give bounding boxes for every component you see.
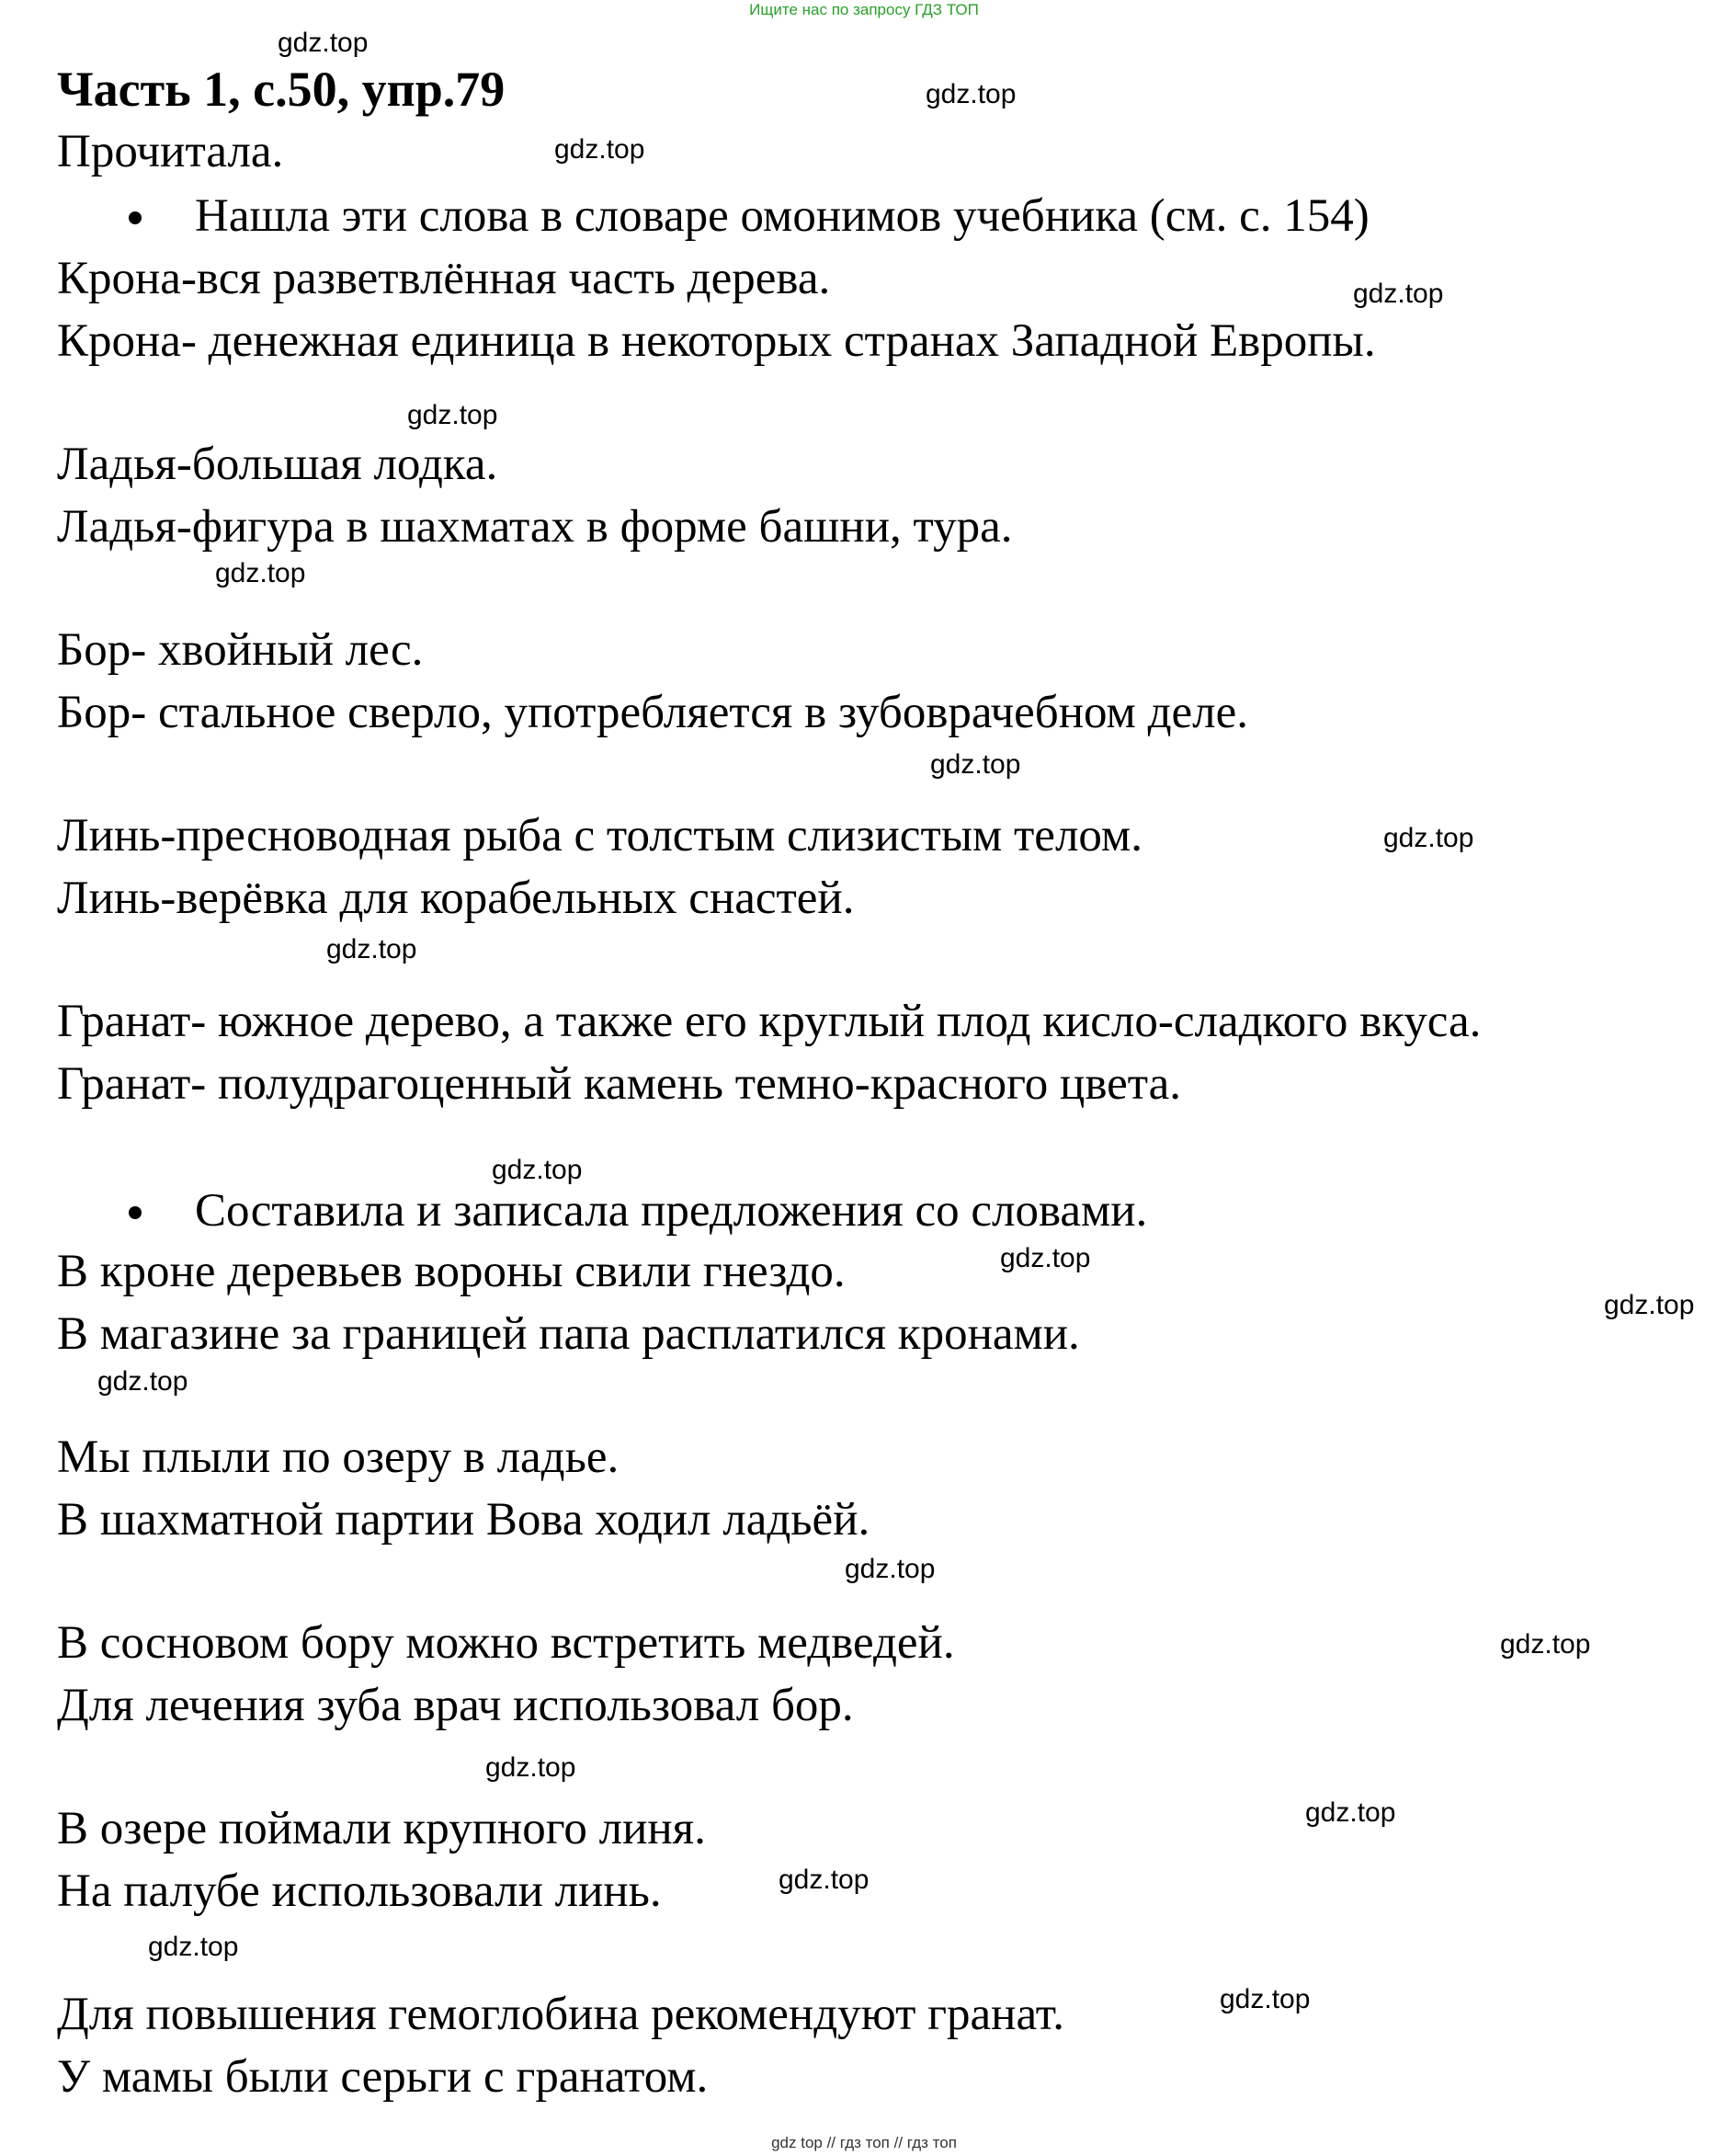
watermark: gdz.top (1604, 1290, 1695, 1320)
bullet-marker (129, 1206, 142, 1219)
definition-line: Ладья-фигура в шахматах в форме башни, тура. (57, 501, 1013, 553)
watermark: gdz.top (1000, 1243, 1091, 1273)
definition-line: Бор- стальное сверло, употребляется в зубоврачебном деле. (57, 687, 1248, 738)
watermark: gdz.top (1220, 1984, 1311, 2014)
watermark: gdz.top (1353, 279, 1444, 309)
definition-line: Бор- хвойный лес. (57, 624, 424, 676)
definition-line: Крона-вся разветвлённая часть дерева. (57, 253, 831, 304)
sentence-line: Мы плыли по озеру в ладье. (57, 1432, 620, 1483)
watermark: gdz.top (148, 1932, 239, 1962)
watermark: gdz.top (278, 28, 369, 58)
definition-line: Крона- денежная единица в некоторых странах Западной Европы. (57, 315, 1376, 367)
watermark: gdz.top (97, 1366, 188, 1397)
bullet-task-1: Нашла эти слова в словаре омонимов учебника (см. с. 154) (195, 190, 1370, 242)
page-title: Часть 1, с.50, упр.79 (57, 62, 506, 117)
definition-line: Линь-пресноводная рыба с толстым слизистым телом. (57, 810, 1143, 861)
search-hint: Ищите нас по запросу ГДЗ ТОП (749, 1, 979, 18)
watermark: gdz.top (215, 558, 306, 588)
watermark: gdz.top (1500, 1629, 1591, 1660)
sentence-line: В магазине за границей папа расплатился кронами. (57, 1308, 1080, 1360)
watermark: gdz.top (930, 749, 1021, 780)
watermark: gdz.top (407, 400, 498, 430)
footer-watermark: gdz top // гдз топ // гдз топ (771, 2134, 957, 2151)
sentence-line: У мамы были серьги с гранатом. (57, 2051, 709, 2103)
bullet-task-2: Составила и записала предложения со словами. (195, 1185, 1148, 1237)
watermark: gdz.top (845, 1554, 936, 1584)
watermark: gdz.top (554, 134, 645, 165)
watermark: gdz.top (1305, 1797, 1396, 1828)
sentence-line: В озере поймали крупного линя. (57, 1803, 706, 1854)
sentence-line: Для повышения гемоглобина рекомендуют гранат. (57, 1989, 1064, 2040)
sentence-line: В шахматной партии Вова ходил ладьёй. (57, 1494, 870, 1546)
sentence-line: На палубе использовали линь. (57, 1865, 662, 1917)
watermark: gdz.top (926, 79, 1017, 109)
definition-line: Ладья-большая лодка. (57, 439, 498, 490)
bullet-marker (129, 211, 142, 224)
definition-line: Гранат- полудрагоценный камень темно-красного цвета. (57, 1058, 1182, 1110)
definition-line: Гранат- южное дерево, а также его круглый плод кисло-сладкого вкуса. (57, 996, 1482, 1047)
watermark: gdz.top (485, 1752, 576, 1783)
watermark: gdz.top (492, 1155, 583, 1185)
intro-read: Прочитала. (57, 126, 284, 177)
definition-line: Линь-верёвка для корабельных снастей. (57, 873, 855, 924)
sentence-line: Для лечения зуба врач использовал бор. (57, 1680, 854, 1731)
sentence-line: В сосновом бору можно встретить медведей. (57, 1617, 955, 1669)
watermark: gdz.top (1383, 823, 1474, 853)
watermark: gdz.top (326, 934, 417, 964)
watermark: gdz.top (779, 1865, 870, 1895)
sentence-line: В кроне деревьев вороны свили гнездо. (57, 1246, 846, 1297)
